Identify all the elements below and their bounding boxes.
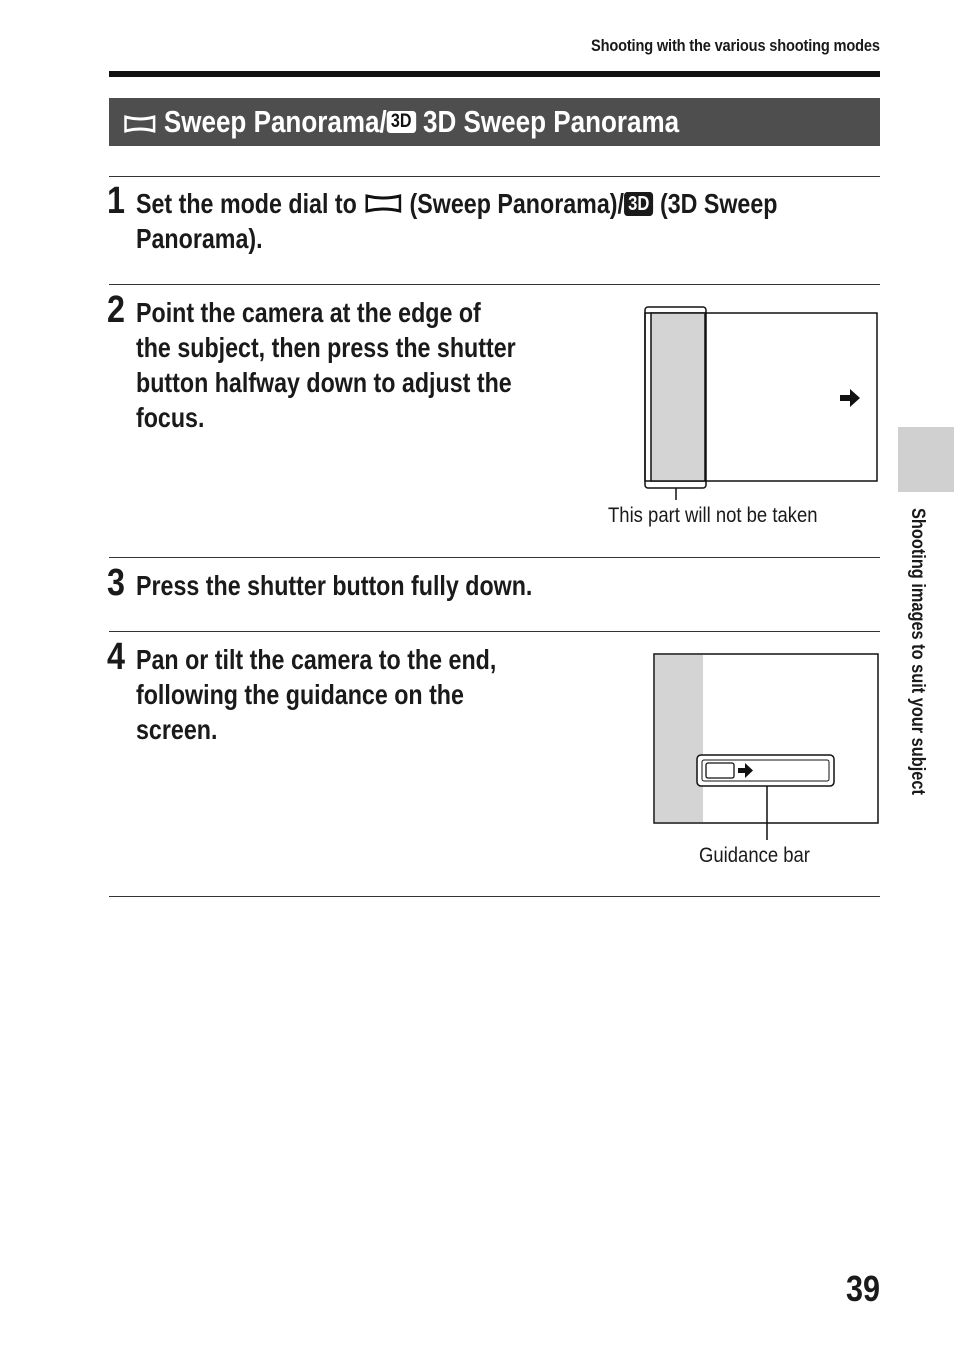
section-title-part2: 3D Sweep Panorama <box>415 104 680 139</box>
sweep-panorama-icon <box>123 113 157 135</box>
step-1-text-d: Panorama). <box>136 223 263 254</box>
step-1-text-a: Set the mode dial to <box>136 188 364 219</box>
step-2-text <box>136 295 516 435</box>
section-title <box>123 98 679 146</box>
3d-icon: 3D <box>624 192 654 216</box>
section-title-part1: Sweep Panorama/ <box>163 104 387 139</box>
step-number: 1 <box>107 180 125 222</box>
page-number: 39 <box>845 1268 880 1309</box>
step-4-line: screen. <box>136 714 218 745</box>
step-number: 4 <box>107 636 125 678</box>
step-1-text-b: (Sweep Panorama)/ <box>403 188 624 219</box>
divider <box>109 557 880 558</box>
section-tab <box>898 427 954 492</box>
step-4-text <box>136 642 496 747</box>
shaded-area <box>655 655 703 822</box>
divider <box>109 284 880 285</box>
sidebar-label: Shooting images to suit your subject <box>907 508 928 795</box>
step-1-text <box>136 186 866 256</box>
excluded-area <box>651 313 705 481</box>
step-3-text: Press the shutter button fully down. <box>136 570 533 601</box>
step-2-line: the subject, then press the shutter <box>136 332 516 363</box>
divider <box>109 176 880 177</box>
running-header: Shooting with the various shooting modes <box>591 36 880 55</box>
guidance-frame <box>706 763 734 778</box>
step-2-line: focus. <box>136 402 205 433</box>
figure-2-caption: Guidance bar <box>699 844 810 867</box>
sweep-panorama-icon <box>363 191 403 215</box>
divider <box>109 631 880 632</box>
divider <box>109 896 880 897</box>
step-number: 2 <box>107 289 125 331</box>
step-1-text-c: (3D Sweep <box>653 188 778 219</box>
step-4-line: following the guidance on the <box>136 679 464 710</box>
figure-edge-of-subject <box>640 300 885 505</box>
figure-guidance-bar <box>650 650 882 842</box>
3d-icon: 3D <box>387 111 416 133</box>
step-4-line: Pan or tilt the camera to the end, <box>136 644 497 675</box>
step-2-line: Point the camera at the edge of <box>136 297 481 328</box>
step-2-line: button halfway down to adjust the <box>136 367 512 398</box>
figure-1-caption: This part will not be taken <box>608 504 818 527</box>
top-rule <box>109 71 880 77</box>
section-banner <box>109 98 880 146</box>
step-number: 3 <box>107 562 125 604</box>
